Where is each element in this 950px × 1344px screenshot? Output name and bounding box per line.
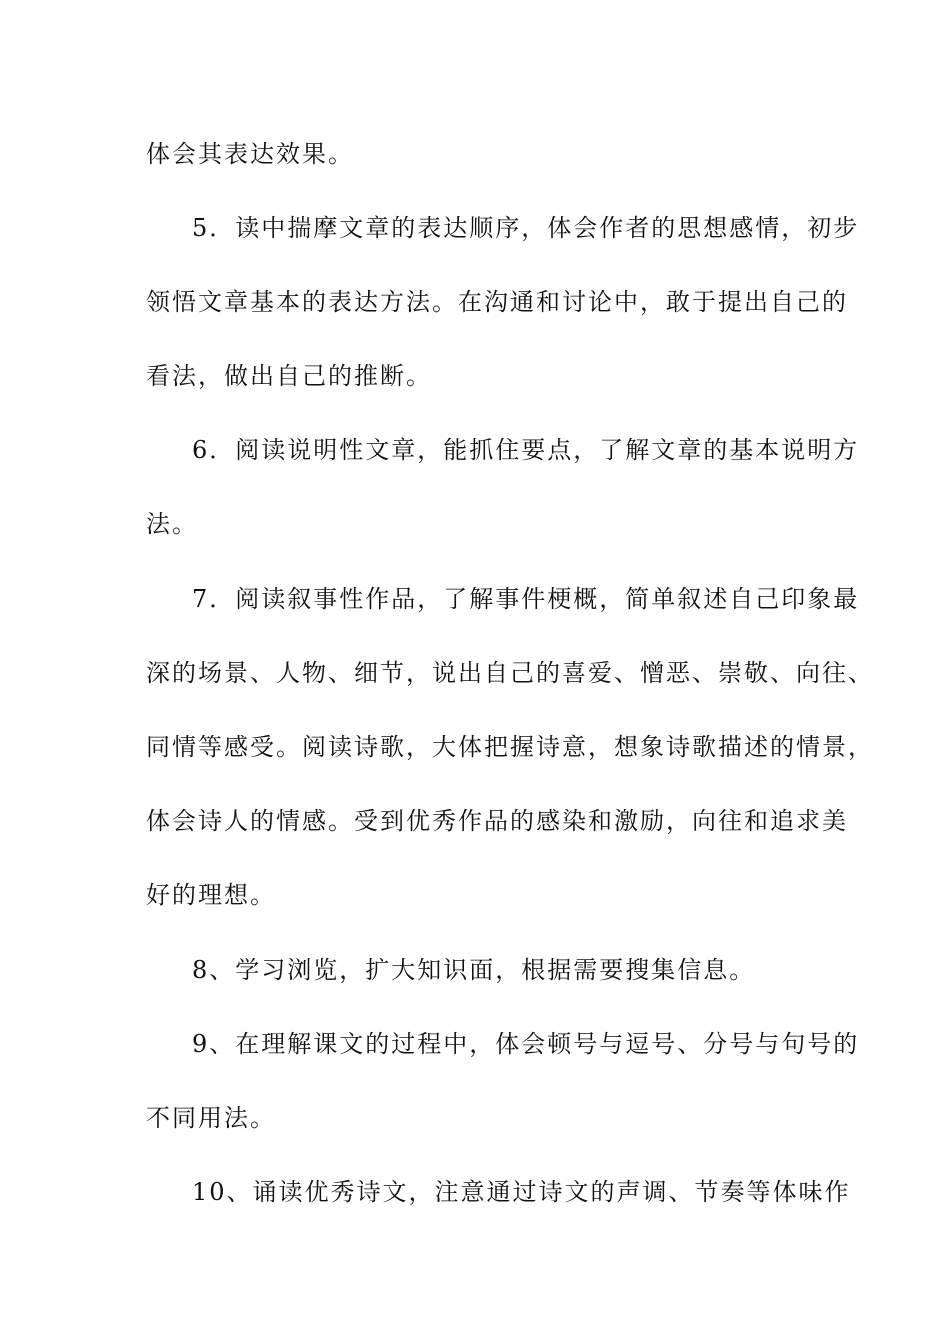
text-line: 9、在理解课文的过程中，体会顿号与逗号、分号与句号的 (192, 1030, 860, 1058)
text-line: 体会诗人的情感。受到优秀作品的感染和激励，向往和追求美 (146, 807, 848, 835)
text-line: 体会其表达效果。 (146, 140, 354, 168)
text-line: 同情等感受。阅读诗歌，大体把握诗意，想象诗歌描述的情景， (146, 733, 874, 761)
text-line: 6．阅读说明性文章，能抓住要点，了解文章的基本说明方 (192, 436, 860, 464)
text-line: 法。 (146, 510, 198, 538)
text-line: 好的理想。 (146, 881, 276, 909)
text-line: 领悟文章基本的表达方法。在沟通和讨论中，敢于提出自己的 (146, 288, 848, 316)
text-line: 7．阅读叙事性作品，了解事件梗概，简单叙述自己印象最 (192, 585, 860, 613)
text-line: 看法，做出自己的推断。 (146, 362, 432, 390)
text-line: 深的场景、人物、细节，说出自己的喜爱、憎恶、崇敬、向往、 (146, 659, 874, 687)
text-line: 10、诵读优秀诗文，注意通过诗文的声调、节奏等体味作 (192, 1178, 851, 1206)
text-line: 5．读中揣摩文章的表达顺序，体会作者的思想感情，初步 (192, 214, 860, 242)
text-line: 8、学习浏览，扩大知识面，根据需要搜集信息。 (192, 956, 756, 984)
text-line: 不同用法。 (146, 1104, 276, 1132)
